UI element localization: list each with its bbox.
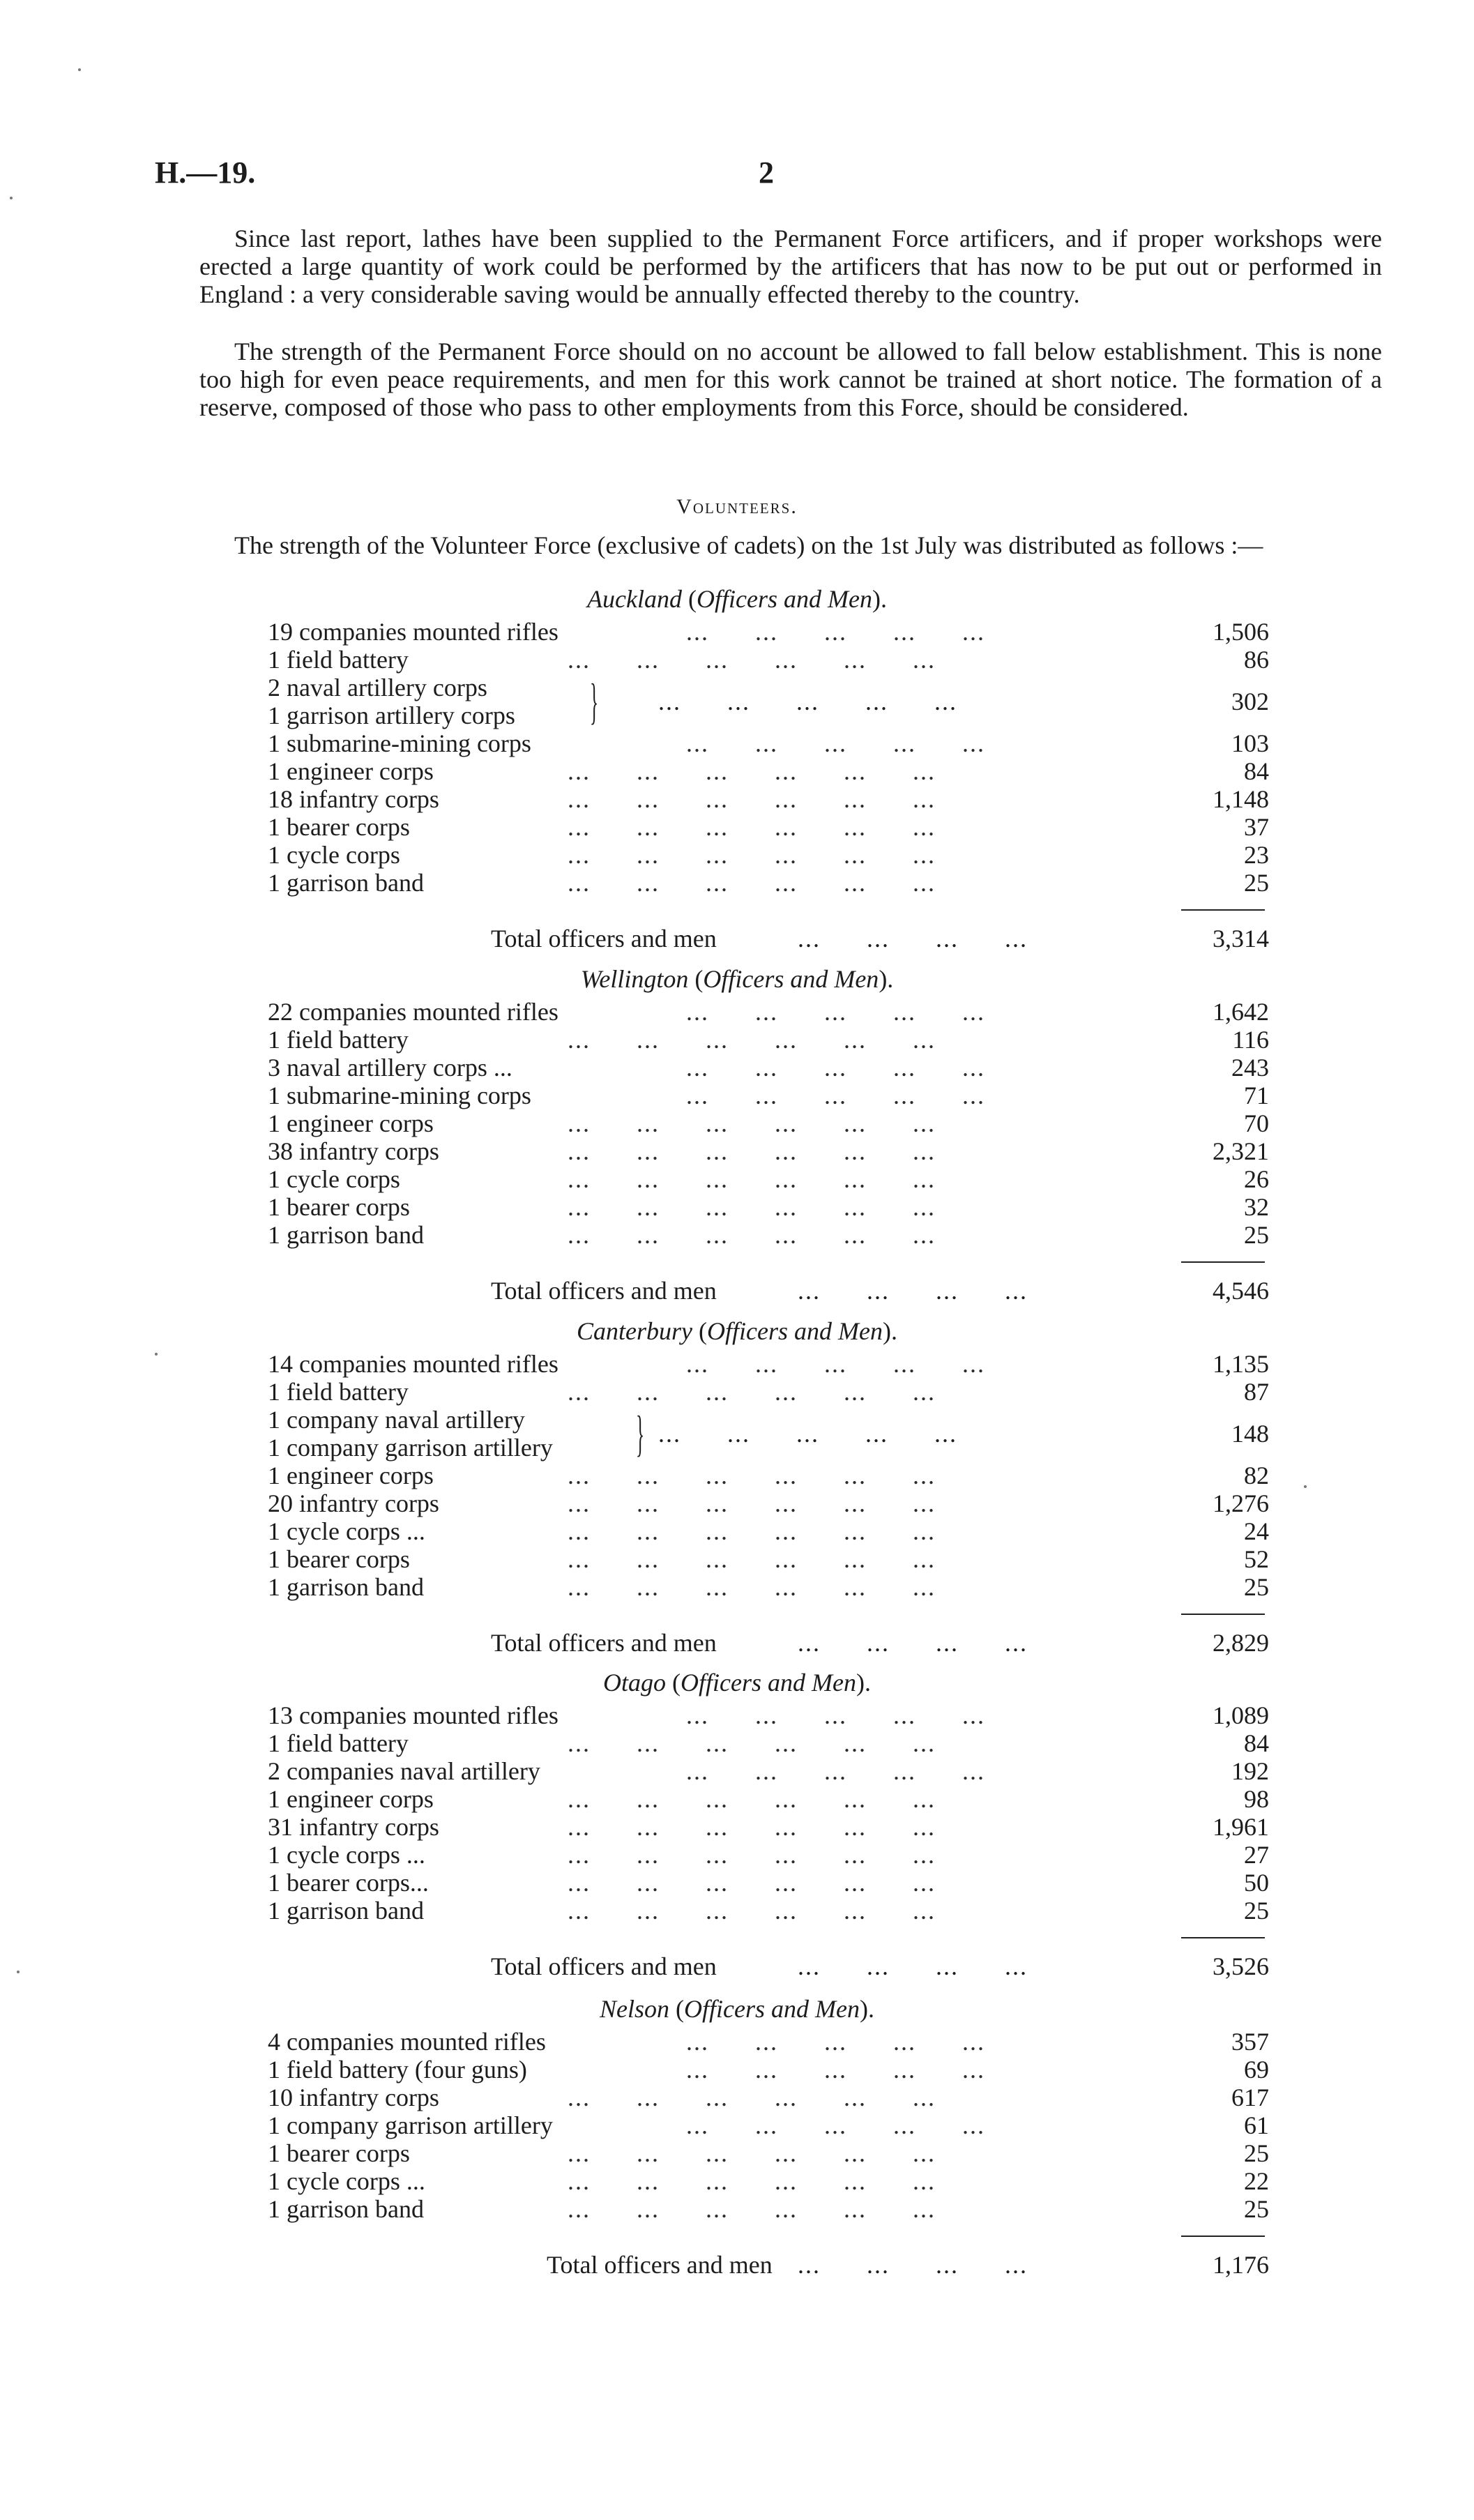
leader-dots: ... ... ... ... ... ... [568,1729,936,1757]
total-rule [1181,1614,1265,1615]
leader-dots: ... ... ... ... ... ... [568,1137,936,1165]
row-value: 50 [1244,1869,1269,1897]
row-label: 4 companies mounted rifles [268,2028,546,2056]
leader-dots: ... ... ... ... ... ... [568,2083,936,2111]
leader-dots: ... ... ... ... ... [686,2056,985,2083]
row-label: 1 bearer corps... [268,1869,429,1897]
row-value: 52 [1244,1545,1269,1573]
row-label: 2 naval artillery corps [268,674,487,701]
row-label: 1 cycle corps ... [268,2167,425,2195]
paragraph-lathes: Since last report, lathes have been supplied to the Permanent Force artificers, and if proper workshops were erected a large quantity of work could be performed by the artificers that has now to be put out or performed in England : a very considerable saving would be annually effected thereby to the country. [199,225,1382,308]
table-row [268,1545,1269,1573]
paper-speck [17,1971,20,1973]
leader-dots: ... ... ... ... ... ... [568,869,936,897]
row-value: 1,276 [1213,1489,1269,1517]
total-label: Total officers and men [491,1629,717,1657]
leader-dots: ... ... ... ... ... ... [568,2167,936,2195]
district-qualifier: Officers and Men [703,965,879,993]
leader-dots: ... ... ... ... ... [686,1081,985,1109]
paren-open: ( [669,1995,685,2023]
row-label: 1 garrison band [268,1221,424,1249]
row-value: 37 [1244,813,1269,841]
total-row [268,1952,1269,1980]
row-value: 32 [1244,1193,1269,1221]
district-name: Otago [603,1669,667,1697]
table-row [268,1026,1269,1054]
document-reference: H.—19. [155,155,256,190]
leader-dots: ... ... ... ... ... ... [568,1517,936,1545]
row-value: 86 [1244,646,1269,674]
total-label: Total officers and men [491,925,717,952]
row-value: 26 [1244,1165,1269,1193]
paper-speck [10,197,13,199]
paper-speck [78,68,81,71]
leader-dots: ... ... ... ... ... [686,1350,985,1378]
paren-open: ( [682,585,697,613]
district-qualifier: Officers and Men [707,1317,883,1345]
table-row [268,1729,1269,1757]
row-value: 148 [1231,1420,1269,1448]
total-row [268,1629,1269,1657]
leader-dots: ... ... ... ... ... ... [568,1221,936,1249]
row-value: 27 [1244,1841,1269,1869]
row-label: 1 field battery [268,646,409,674]
row-value: 1,148 [1213,785,1269,813]
section-title-volunteers: Volunteers. [676,495,798,518]
leader-dots: ... ... ... ... [798,1277,1028,1305]
row-value: 25 [1244,1573,1269,1601]
leader-dots: ... ... ... ... ... [686,729,985,757]
row-label: 18 infantry corps [268,785,439,813]
leader-dots: ... ... ... ... ... [686,998,985,1026]
paren-open: ( [666,1669,681,1697]
row-value: 98 [1244,1785,1269,1813]
row-label: 38 infantry corps [268,1137,439,1165]
paren-close: ). [879,965,894,993]
leader-dots: ... ... ... ... ... ... [568,2195,936,2223]
leader-dots: ... ... ... ... ... [686,618,985,646]
district-qualifier: Officers and Men [697,585,872,613]
row-label: 1 cycle corps [268,1165,400,1193]
table-row [268,618,1269,646]
page-header [0,155,1474,197]
row-value: 116 [1232,1026,1269,1054]
table-row [268,1137,1269,1165]
leader-dots: ... ... ... ... ... ... [568,1165,936,1193]
row-label: 1 engineer corps [268,757,434,785]
row-value: 1,642 [1213,998,1269,1026]
row-label: 1 submarine-mining corps [268,1081,531,1109]
table-row [268,1701,1269,1729]
row-label: 1 engineer corps [268,1462,434,1489]
table-row [268,998,1269,1026]
row-value: 84 [1244,757,1269,785]
table-row [268,1109,1269,1137]
leader-dots: ... ... ... ... ... ... [568,785,936,813]
district-name: Canterbury [577,1317,693,1345]
paren-close: ). [859,1995,874,2023]
row-value: 84 [1244,1729,1269,1757]
total-row [268,925,1269,952]
row-value: 2,321 [1213,1137,1269,1165]
total-value: 4,546 [1213,1277,1269,1305]
table-row [268,1406,1269,1462]
leader-dots: ... ... ... ... ... [686,1701,985,1729]
row-label: 1 garrison band [268,869,424,897]
table-row [268,1489,1269,1517]
leader-dots: ... ... ... ... ... [686,1054,985,1081]
row-label: 1 engineer corps [268,1109,434,1137]
leader-dots: ... ... ... ... ... [686,2111,985,2139]
leader-dots: ... ... ... ... ... ... [568,1841,936,1869]
total-row [268,2251,1269,2279]
row-label: 1 garrison band [268,2195,424,2223]
table-row [268,1081,1269,1109]
leader-dots: ... ... ... ... ... ... [568,1545,936,1573]
district-title-auckland [0,584,1474,614]
leader-dots: ... ... ... ... ... ... [568,1869,936,1897]
row-label: 1 bearer corps [268,2139,410,2167]
row-value: 25 [1244,869,1269,897]
leader-dots: ... ... ... ... ... ... [568,1109,936,1137]
row-value: 302 [1231,688,1269,715]
row-value: 61 [1244,2111,1269,2139]
table-row [268,2195,1269,2223]
leader-dots: ... ... ... ... ... ... [568,646,936,674]
table-row [268,1165,1269,1193]
row-label: 1 field battery [268,1729,409,1757]
row-value: 1,506 [1213,618,1269,646]
row-label: 10 infantry corps [268,2083,439,2111]
district-title-wellington [0,964,1474,994]
table-row [268,841,1269,869]
row-value: 617 [1231,2083,1269,2111]
table-row [268,1054,1269,1081]
row-label: 13 companies mounted rifles [268,1701,559,1729]
row-label: 1 garrison artillery corps [268,701,515,729]
table-row [268,2111,1269,2139]
row-value: 25 [1244,1221,1269,1249]
district-qualifier: Officers and Men [681,1669,856,1697]
row-label: 20 infantry corps [268,1489,439,1517]
row-value: 1,135 [1213,1350,1269,1378]
district-name: Wellington [580,965,689,993]
row-label: 2 companies naval artillery [268,1757,540,1785]
district-title-nelson [0,1994,1474,2024]
table-row [268,1378,1269,1406]
leader-dots: ... ... ... ... [798,1952,1028,1980]
total-value: 1,176 [1213,2251,1269,2279]
district-qualifier: Officers and Men [684,1995,860,2023]
row-value: 23 [1244,841,1269,869]
row-label: 1 bearer corps [268,1545,410,1573]
district-name: Nelson [600,1995,670,2023]
table-row [268,2056,1269,2083]
leader-dots: ... ... ... ... ... ... [568,1785,936,1813]
row-label: 1 garrison band [268,1573,424,1601]
district-name: Auckland [587,585,682,613]
row-value: 24 [1244,1517,1269,1545]
paren-close: ). [872,585,887,613]
brace-glyph: } [590,674,599,729]
row-value: 70 [1244,1109,1269,1137]
row-label: 1 company garrison artillery [268,2111,553,2139]
table-row [268,646,1269,674]
leader-dots: ... ... ... ... ... ... [568,813,936,841]
table-row [268,1462,1269,1489]
row-label: 1 submarine-mining corps [268,729,531,757]
table-row [268,2083,1269,2111]
row-value: 243 [1231,1054,1269,1081]
row-value: 82 [1244,1462,1269,1489]
brace-glyph: } [636,1406,645,1462]
row-value: 22 [1244,2167,1269,2195]
row-label: 1 company naval artillery [268,1406,525,1434]
table-row [268,1350,1269,1378]
total-label: Total officers and men [491,1277,717,1305]
district-title-otago [0,1668,1474,1697]
district-title-canterbury [0,1316,1474,1346]
total-value: 3,526 [1213,1952,1269,1980]
paragraph-volunteer-intro: The strength of the Volunteer Force (exclusive of cadets) on the 1st July was distributed as follows :— [234,531,1263,559]
paper-speck [155,1353,158,1356]
table-row [268,1841,1269,1869]
leader-dots: ... ... ... ... ... ... [568,1573,936,1601]
leader-dots: ... ... ... ... ... ... [568,1813,936,1841]
total-rule [1181,2236,1265,2237]
leader-dots: ... ... ... ... ... ... [568,1462,936,1489]
row-value: 1,089 [1213,1701,1269,1729]
page-number: 2 [759,155,774,190]
table-row [268,1869,1269,1897]
leader-dots: ... ... ... ... ... [658,688,957,715]
total-rule [1181,1261,1265,1263]
table-row [268,869,1269,897]
leader-dots: ... ... ... ... ... [686,2028,985,2056]
table-row [268,1573,1269,1601]
table-row [268,2139,1269,2167]
paren-close: ). [856,1669,871,1697]
leader-dots: ... ... ... ... ... ... [568,1193,936,1221]
row-label: 1 field battery [268,1378,409,1406]
row-value: 25 [1244,2139,1269,2167]
row-label: 1 field battery [268,1026,409,1054]
row-label: 1 cycle corps [268,841,400,869]
row-label: 1 field battery (four guns) [268,2056,527,2083]
row-value: 357 [1231,2028,1269,2056]
leader-dots: ... ... ... ... ... ... [568,1026,936,1054]
row-value: 25 [1244,2195,1269,2223]
leader-dots: ... ... ... ... ... ... [568,1897,936,1925]
row-value: 192 [1231,1757,1269,1785]
row-value: 25 [1244,1897,1269,1925]
table-row [268,1757,1269,1785]
total-value: 3,314 [1213,925,1269,952]
row-value: 69 [1244,2056,1269,2083]
total-value: 2,829 [1213,1629,1269,1657]
paragraph-permanent-force: The strength of the Permanent Force should on no account be allowed to fall below establishment. This is none too high for even peace requirements, and men for this work cannot be trained at short notice. The formation of a reserve, composed of those who pass to other employments from this Force, should be considered. [199,337,1382,421]
leader-dots: ... ... ... ... ... ... [568,2139,936,2167]
row-label: 19 companies mounted rifles [268,618,559,646]
leader-dots: ... ... ... ... [798,2251,1028,2279]
total-rule [1181,1937,1265,1938]
row-label: 1 engineer corps [268,1785,434,1813]
row-value: 103 [1231,729,1269,757]
table-row [268,785,1269,813]
leader-dots: ... ... ... ... ... ... [568,1489,936,1517]
paren-open: ( [692,1317,708,1345]
table-row [268,729,1269,757]
leader-dots: ... ... ... ... ... [658,1420,957,1448]
row-label: 1 cycle corps ... [268,1517,425,1545]
table-row [268,2028,1269,2056]
table-row [268,2167,1269,2195]
table-row [268,813,1269,841]
table-row [268,1193,1269,1221]
leader-dots: ... ... ... ... [798,925,1028,952]
paper-speck [1304,1485,1307,1488]
leader-dots: ... ... ... ... [798,1629,1028,1657]
leader-dots: ... ... ... ... ... ... [568,841,936,869]
total-label: Total officers and men [547,2251,773,2279]
leader-dots: ... ... ... ... ... ... [568,757,936,785]
leader-dots: ... ... ... ... ... ... [568,1378,936,1406]
leader-dots: ... ... ... ... ... [686,1757,985,1785]
paren-close: ). [882,1317,897,1345]
row-label: 1 company garrison artillery [268,1434,553,1462]
row-label: 22 companies mounted rifles [268,998,559,1026]
row-label: 14 companies mounted rifles [268,1350,559,1378]
table-row [268,1221,1269,1249]
row-value: 87 [1244,1378,1269,1406]
table-row [268,1813,1269,1841]
row-label: 1 garrison band [268,1897,424,1925]
total-rule [1181,909,1265,911]
table-row [268,674,1269,729]
table-row [268,1517,1269,1545]
row-label: 1 bearer corps [268,813,410,841]
row-label: 31 infantry corps [268,1813,439,1841]
paren-open: ( [688,965,704,993]
row-value: 71 [1244,1081,1269,1109]
total-row [268,1277,1269,1305]
row-label: 1 bearer corps [268,1193,410,1221]
total-label: Total officers and men [491,1952,717,1980]
table-row [268,1785,1269,1813]
table-row [268,1897,1269,1925]
row-label: 3 naval artillery corps ... [268,1054,512,1081]
row-label: 1 cycle corps ... [268,1841,425,1869]
row-value: 1,961 [1213,1813,1269,1841]
table-row [268,757,1269,785]
